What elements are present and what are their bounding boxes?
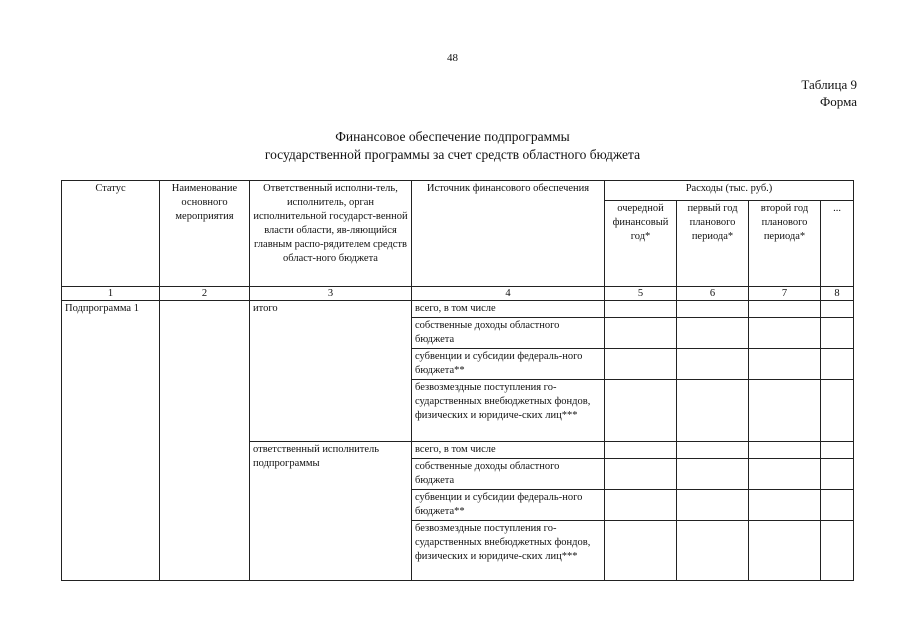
value-cell xyxy=(821,490,854,521)
column-number: 2 xyxy=(160,287,250,301)
form-label: Форма xyxy=(820,94,857,109)
value-cell xyxy=(677,442,749,459)
source-gratuitous-receipts: безвозмездные поступления го-сударственных внебюджетных фондов, физических и юридиче-ских лиц*** xyxy=(412,380,605,442)
value-cell xyxy=(821,301,854,318)
source-own-revenue: собственные доходы областного бюджета xyxy=(412,318,605,349)
status-cell: Подпрограмма 1 xyxy=(62,301,160,581)
header-more-years: ... xyxy=(821,201,854,287)
header-current-year: очередной финансовый год* xyxy=(605,201,677,287)
header-expenses: Расходы (тыс. руб.) xyxy=(605,181,854,201)
header-source: Источник финансового обеспечения xyxy=(412,181,605,287)
header-first-plan-year: первый год планового периода* xyxy=(677,201,749,287)
column-number-row xyxy=(62,287,854,301)
header-row xyxy=(62,181,854,201)
header-status: Статус xyxy=(62,181,160,287)
value-cell xyxy=(821,318,854,349)
value-cell xyxy=(677,521,749,581)
value-cell xyxy=(605,380,677,442)
document-title xyxy=(0,128,905,164)
value-cell xyxy=(821,380,854,442)
value-cell xyxy=(677,349,749,380)
source-gratuitous-receipts: безвозмездные поступления го-сударственных внебюджетных фондов, физических и юридиче-ских лиц*** xyxy=(412,521,605,581)
value-cell xyxy=(749,521,821,581)
source-federal-subsidies: субвенции и субсидии федераль-ного бюджета** xyxy=(412,490,605,521)
column-number: 8 xyxy=(821,287,854,301)
value-cell xyxy=(605,318,677,349)
value-cell xyxy=(677,459,749,490)
value-cell xyxy=(749,318,821,349)
main-activity-cell xyxy=(160,301,250,581)
title-line-2: государственной программы за счет средств областного бюджета xyxy=(264,147,641,162)
value-cell xyxy=(677,301,749,318)
value-cell xyxy=(605,349,677,380)
source-federal-subsidies: субвенции и субсидии федераль-ного бюджета** xyxy=(412,349,605,380)
value-cell xyxy=(677,380,749,442)
source-total: всего, в том числе xyxy=(412,442,605,459)
header-name: Наименование основного мероприятия xyxy=(160,181,250,287)
header-second-plan-year: второй год планового периода* xyxy=(749,201,821,287)
source-own-revenue: собственные доходы областного бюджета xyxy=(412,459,605,490)
column-number: 7 xyxy=(749,287,821,301)
value-cell xyxy=(749,349,821,380)
source-total: всего, в том числе xyxy=(412,301,605,318)
page-number: 48 xyxy=(447,52,458,64)
financing-table xyxy=(61,180,854,581)
value-cell xyxy=(749,301,821,318)
value-cell xyxy=(821,521,854,581)
value-cell xyxy=(605,301,677,318)
value-cell xyxy=(677,490,749,521)
table-row xyxy=(62,301,854,318)
group-label-total: итого xyxy=(250,301,412,442)
value-cell xyxy=(605,521,677,581)
column-number: 5 xyxy=(605,287,677,301)
column-number: 6 xyxy=(677,287,749,301)
value-cell xyxy=(605,459,677,490)
value-cell xyxy=(749,459,821,490)
group-label-responsible: ответственный исполнитель подпрограммы xyxy=(250,442,412,581)
table-label xyxy=(801,76,857,110)
value-cell xyxy=(749,380,821,442)
value-cell xyxy=(749,442,821,459)
table-number: Таблица 9 xyxy=(801,77,857,92)
column-number: 4 xyxy=(412,287,605,301)
value-cell xyxy=(821,442,854,459)
value-cell xyxy=(749,490,821,521)
header-responsible: Ответственный исполни-тель, исполнитель, орган исполнительной государст-венной власти области, яв-ляющийся главным распо-рядителем средств област-ного бюджета xyxy=(250,181,412,287)
value-cell xyxy=(821,349,854,380)
value-cell xyxy=(821,459,854,490)
value-cell xyxy=(605,490,677,521)
title-line-1: Финансовое обеспечение подпрограммы xyxy=(335,129,570,144)
column-number: 3 xyxy=(250,287,412,301)
value-cell xyxy=(677,318,749,349)
value-cell xyxy=(605,442,677,459)
column-number: 1 xyxy=(62,287,160,301)
